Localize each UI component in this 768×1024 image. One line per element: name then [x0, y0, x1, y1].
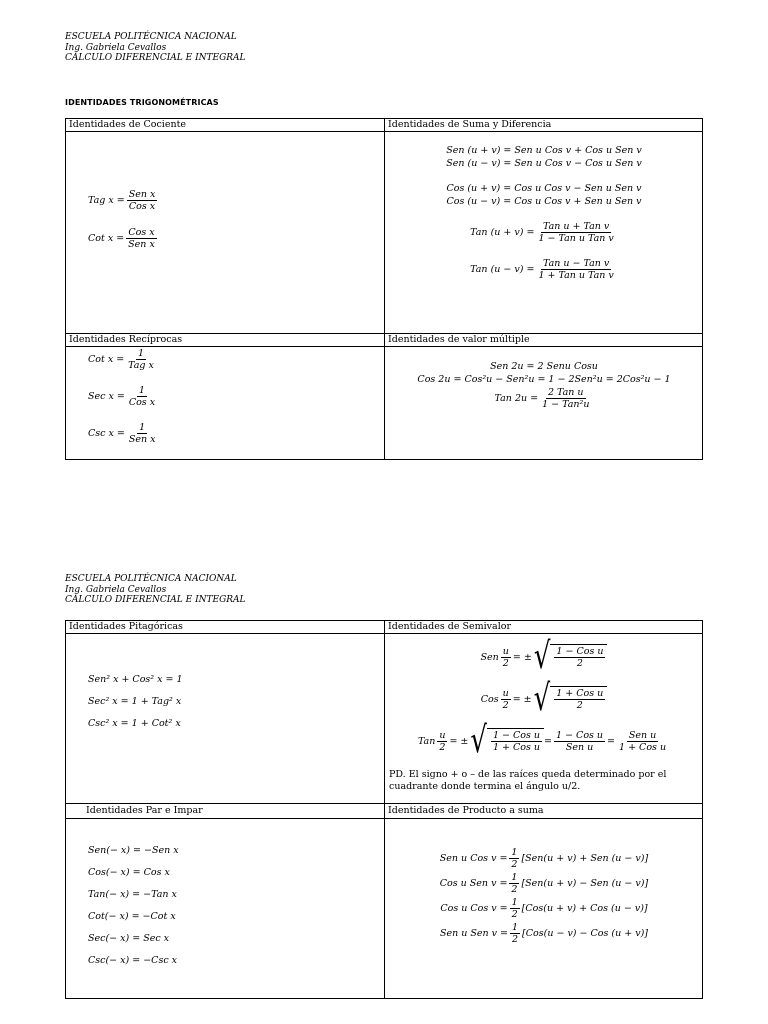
product-identity-3: Cos u Cos v = $\frac{1}{2}$ [Cos(u + v) + Cos (u − v)]: [440, 897, 648, 920]
parity-header: Identidades Par e Impar: [86, 805, 203, 816]
product-identity-2: Cos u Sen v = $\frac{1}{2}$ [Sen(u + v) − Sen (u − v)]: [439, 872, 649, 895]
pythag-identity-2: Sec² x = 1 + Tag² x: [88, 696, 182, 707]
cos-sum-identity: Cos (u + v) = Cos u Cos v − Sen u Sen v: [446, 183, 642, 194]
pythag-header: Identidades Pitagóricas: [69, 621, 183, 632]
row-divider: [66, 803, 702, 804]
parity-identity-cot: Cot(− x) = −Cot x: [88, 911, 176, 922]
reciprocal-identity-cot: Cot x = $\frac{1}{\text{Tag x}}$: [88, 348, 154, 371]
quotient-identity-cot: Cot x = $\frac{\text{Cos x}}{\text{Sen x}}$: [88, 227, 155, 250]
row-divider: [66, 346, 702, 347]
sen-sum-identity: Sen (u + v) = Sen u Cos v + Cos u Sen v: [446, 145, 642, 156]
cos-2u-identity: Cos 2u = Cos²u − Sen²u = 1 − 2Sen²u = 2Cos²u − 1: [417, 374, 671, 385]
pythag-identity-3: Csc² x = 1 + Cot² x: [88, 718, 181, 729]
sen-half-identity: Sen $\frac{u}{2}$ = ± √ $\frac{\text{1 − Cos u}}{2}$: [385, 639, 703, 675]
sen-diff-identity: Sen (u − v) = Sen u Cos v − Cos u Sen v: [446, 158, 642, 169]
document-header: [65, 32, 246, 64]
school-name: ESCUELA POLITÉCNICA NACIONAL: [65, 574, 237, 584]
parity-identity-csc: Csc(− x) = −Csc x: [88, 955, 178, 966]
pythag-identity-1: Sen² x + Cos² x = 1: [88, 674, 183, 685]
document-header-2: [65, 574, 246, 606]
quotient-header: Identidades de Cociente: [69, 119, 187, 130]
parity-identity-sec: Sec(− x) = Sec x: [88, 933, 170, 944]
teacher-name: Ing. Gabriela Cevallos: [65, 42, 167, 53]
sumdiff-header: Identidades de Suma y Diferencia: [388, 119, 552, 130]
reciprocal-header: Identidades Recíprocas: [69, 334, 183, 345]
identities-table-1: [65, 118, 703, 460]
multiple-header: Identidades de valor múltiple: [388, 334, 530, 345]
tan-2u-identity: Tan 2u = $\frac{\text{2 Tan u}}{\text{1 − Tan²u}}$: [494, 387, 590, 410]
sen-2u-identity: Sen 2u = 2 Senu Cosu: [490, 361, 598, 372]
product-identity-1: Sen u Cos v = $\frac{1}{2}$ [Sen(u + v) + Sen (u − v)]: [439, 847, 649, 870]
school-name: ESCUELA POLITÉCNICA NACIONAL: [65, 32, 237, 42]
tan-half-identity: Tan $\frac{u}{2}$ = ± √ $\frac{\text{1 − Cos u}}{\text{1 + Cos u}}$ = $\frac{\text{1 − Cos u}}{\text{Sen u}}$ = $\frac{\text{Sen u}}{\text{1 + Cos u}}$: [417, 720, 667, 762]
row-divider: [66, 633, 702, 634]
row-divider: [66, 131, 702, 132]
teacher-name: Ing. Gabriela Cevallos: [65, 584, 167, 595]
course-name: CÁLCULO DIFERENCIAL E INTEGRAL: [65, 595, 246, 605]
cos-half-identity: Cos $\frac{u}{2}$ = ± √ $\frac{\text{1 + Cos u}}{2}$: [385, 681, 703, 717]
tan-diff-identity: Tan (u − v) = $\frac{\text{Tan u − Tan v}}{\text{1 + Tan u Tan v}}$: [470, 258, 614, 281]
product-identity-4: Sen u Sen v = $\frac{1}{2}$ [Cos(u − v) − Cos (u + v)]: [439, 922, 649, 945]
parity-identity-tan: Tan(− x) = −Tan x: [88, 889, 177, 900]
half-header: Identidades de Semivalor: [388, 621, 512, 632]
parity-identity-sen: Sen(− x) = −Sen x: [88, 845, 179, 856]
reciprocal-identity-csc: Csc x = $\frac{1}{\text{Sen x}}$: [88, 422, 156, 445]
tan-sum-identity: Tan (u + v) = $\frac{\text{Tan u + Tan v}}{\text{1 − Tan u Tan v}}$: [470, 221, 614, 244]
identities-table-2: [65, 620, 703, 999]
parity-identity-cos: Cos(− x) = Cos x: [88, 867, 170, 878]
cos-diff-identity: Cos (u − v) = Cos u Cos v + Sen u Sen v: [446, 196, 642, 207]
row-divider: [66, 818, 702, 819]
sign-note: PD. El signo + o – de las raíces queda determinado por el cuadrante donde termina el ángulo u/2.: [389, 769, 667, 792]
reciprocal-identity-sec: Sec x = $\frac{1}{\text{Cos x}}$: [88, 385, 156, 408]
product-header: Identidades de Producto a suma: [388, 805, 544, 816]
quotient-identity-tag: Tag x = $\frac{\text{Sen x}}{\text{Cos x}}$: [88, 189, 156, 212]
course-name: CÁLCULO DIFERENCIAL E INTEGRAL: [65, 53, 246, 63]
page-title: IDENTIDADES TRIGONOMÉTRICAS: [65, 98, 219, 107]
